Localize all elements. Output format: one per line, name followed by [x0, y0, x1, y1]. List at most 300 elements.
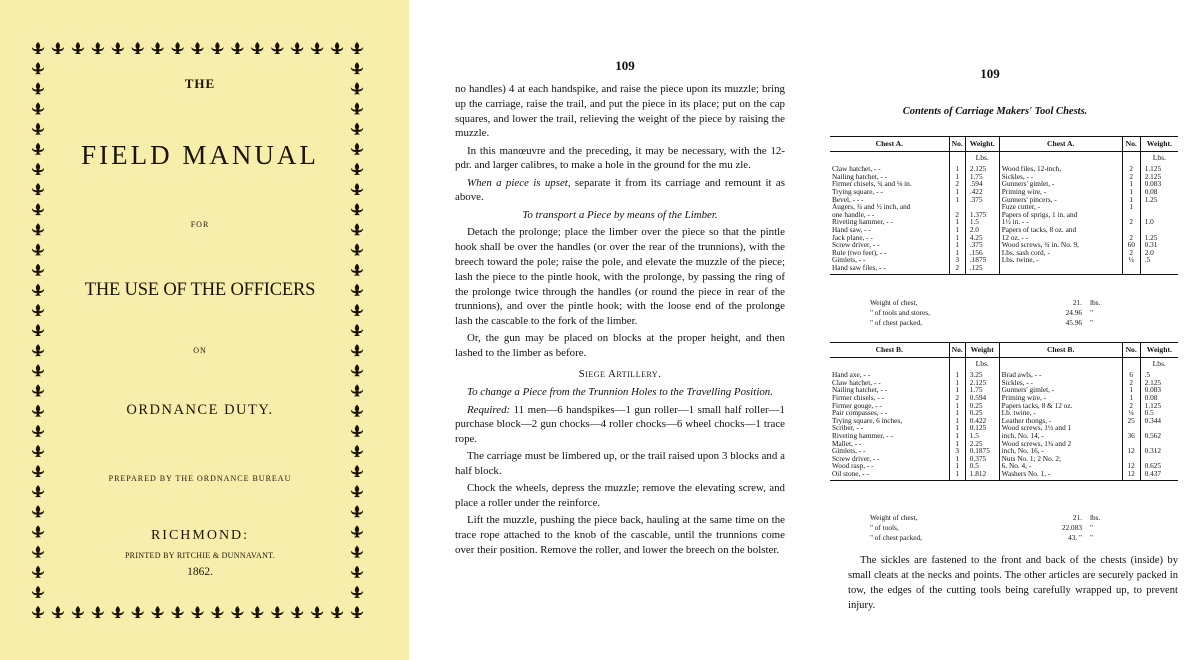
table-cell: .5	[1140, 256, 1178, 264]
fleur-de-lis-icon	[271, 606, 283, 618]
table-cell: .125	[965, 264, 999, 274]
fleur-de-lis-icon	[32, 42, 44, 54]
table-cell: 1	[949, 417, 965, 425]
table-cell: 2.125	[965, 379, 999, 387]
fleur-de-lis-icon	[92, 606, 104, 618]
table-cell: Papers of tacks, 8 oz. and	[999, 226, 1122, 234]
fleur-de-lis-icon	[132, 42, 144, 54]
page-number: 109	[980, 66, 1000, 81]
fleur-de-lis-icon	[32, 525, 44, 537]
table-cell: Gimlets, - -	[832, 255, 866, 265]
table-cell: 12	[1122, 470, 1140, 480]
page-body	[455, 82, 785, 560]
fleur-de-lis-icon	[351, 123, 363, 135]
fleur-de-lis-icon	[32, 243, 44, 255]
fleur-de-lis-icon	[231, 606, 243, 618]
table-cell: 12	[1122, 447, 1140, 455]
paragraph-text: separate it from its carriage and remount it as above.	[455, 176, 785, 204]
table-cell: Claw hatchet, - -	[832, 164, 881, 174]
table-cell: Hand saw, - -	[832, 224, 871, 234]
table-cell: 2	[1122, 402, 1140, 410]
fleur-de-lis-icon	[32, 566, 44, 578]
table-cell: 4.25	[965, 234, 999, 242]
table-cell: Claw hatchet, - -	[832, 377, 881, 387]
table-cell: 1	[949, 226, 965, 234]
table-cell: 1	[949, 196, 965, 204]
cover-title: FIELD MANUAL	[81, 140, 319, 170]
paragraph-emphasis: When a piece is upset,	[467, 176, 571, 189]
table-cell: 0.125	[965, 424, 999, 432]
table-cell: 0.083	[1140, 386, 1178, 394]
table-cell: Sickles, - -	[999, 173, 1122, 181]
table-cell: 1	[949, 241, 965, 249]
fleur-de-lis-icon	[32, 284, 44, 296]
table-cell: .422	[965, 188, 999, 196]
table-cell: inch, No. 16, -	[999, 447, 1122, 455]
table-header: No.	[1122, 137, 1140, 152]
paragraph: The carriage must be limbered up, or the trail raised upon 3 blocks and a half block.	[455, 450, 785, 478]
table-cell: 1.75	[965, 386, 999, 394]
table-cell: 1	[949, 432, 965, 440]
table-cell: 0.562	[1140, 432, 1178, 440]
table-cell: Mallet, - -	[832, 438, 862, 448]
cover-printer: PRINTED BY RITCHIE & DUNNAVANT.	[124, 551, 276, 560]
table-cell	[1140, 264, 1178, 274]
fleur-de-lis-icon	[152, 42, 164, 54]
fleur-de-lis-icon	[351, 203, 363, 215]
table-cell: Fuze cutter, -	[999, 203, 1122, 211]
table-cell: 1	[1122, 394, 1140, 402]
table-cell: 1.5	[965, 432, 999, 440]
table-units-row	[830, 151, 1178, 165]
fleur-de-lis-icon	[72, 42, 84, 54]
chest-a-weights	[868, 298, 1118, 328]
table-cell: 1	[949, 188, 965, 196]
fleur-de-lis-icon	[351, 344, 363, 356]
table-cell: 0.344	[1140, 417, 1178, 425]
fleur-de-lis-icon	[351, 324, 363, 336]
table-cell: 1.25	[1140, 234, 1178, 242]
paragraph: Lift the muzzle, pushing the piece back, hauling at the same time on the trace rope attached to the knob of the cascable, until the trunnions come over their position. Remove the roller, and lower the breech on the bolster.	[455, 514, 785, 556]
table-cell: Lbs. twine, -	[999, 256, 1122, 264]
paragraph: Chock the wheels, depress the muzzle; remove the elevating screw, and place a roller under the reinforce.	[455, 482, 785, 510]
table-cell: 1.0	[1140, 218, 1178, 226]
cover-duty: ORDNANCE DUTY.	[126, 402, 274, 418]
table-cell: .1875	[965, 256, 999, 264]
table-cell: 1	[949, 173, 965, 181]
weight-cell: 21.	[1072, 298, 1082, 307]
table-cell: 2.125	[1140, 379, 1178, 387]
fleur-de-lis-icon	[172, 42, 184, 54]
table-body	[830, 357, 1178, 480]
fleur-de-lis-icon	[351, 586, 363, 598]
weight-cell: " of tools,	[870, 523, 899, 532]
table-cell: Lbs.	[965, 357, 999, 371]
table-cell: Wood rasp, - -	[832, 461, 874, 471]
table-cell: Screw driver, - -	[832, 453, 880, 463]
table-cell	[949, 357, 965, 371]
fleur-de-lis-icon	[32, 344, 44, 356]
table-cell: Jack plane, - -	[832, 232, 873, 242]
table-cell: 6, No. 4, -	[999, 462, 1122, 470]
table-cell: Hand axe, - -	[832, 370, 871, 380]
weight-row	[868, 308, 1118, 318]
paragraph	[455, 403, 785, 447]
fleur-de-lis-icon	[351, 102, 363, 114]
fleur-de-lis-icon	[351, 264, 363, 276]
table-cell: 1	[949, 371, 965, 379]
fleur-de-lis-icon	[32, 465, 44, 477]
fleur-de-lis-icon	[351, 546, 363, 558]
table-cell: 1	[1122, 196, 1140, 204]
fleur-de-lis-icon	[331, 606, 343, 618]
fleur-de-lis-icon	[351, 445, 363, 457]
fleur-de-lis-icon	[52, 42, 64, 54]
table-cell: 2	[1122, 379, 1140, 387]
paragraph: Detach the prolonge; place the limber over the piece so that the pintle hook shall be over the handles (or over the rear of the trunnions), with the breech toward the pole; raise the pole, and elevate the muzzle of the piece; lash the piece to the pintle hook, with the prolonge, by passing the ring of the prolonge twice through the handles (or round the piece in rear of the trunnions), and over the pintle hook; with the loose end of the prolonge lash the cascable to the fork of the limber.	[455, 226, 785, 328]
fleur-de-lis-icon	[32, 384, 44, 396]
table-cell: 0.31	[1140, 241, 1178, 249]
fleur-de-lis-icon	[351, 405, 363, 417]
fleur-de-lis-icon	[351, 42, 363, 54]
table-cell: Riveting hammer, - -	[832, 217, 893, 227]
table-cell: .375	[965, 196, 999, 204]
table-cell: Scriber, - -	[832, 423, 864, 433]
fleur-de-lis-icon	[32, 364, 44, 376]
table-cell: Gunners' gimlet, -	[999, 180, 1122, 188]
table-cell: 1.25	[1140, 196, 1178, 204]
fleur-de-lis-icon	[191, 42, 203, 54]
fleur-de-lis-icon	[251, 42, 263, 54]
table-cell: 2	[1122, 165, 1140, 173]
fleur-de-lis-icon	[32, 606, 44, 618]
chest-b-weights	[868, 513, 1118, 543]
fleur-de-lis-icon	[32, 485, 44, 497]
table-cell: 25	[1122, 417, 1140, 425]
table-header: No.	[949, 343, 965, 358]
table-cell: 2.25	[965, 440, 999, 448]
fleur-de-lis-icon	[311, 606, 323, 618]
table-cell: Lbs.	[965, 151, 999, 165]
fleur-de-lis-icon	[32, 425, 44, 437]
weight-cell: lbs.	[1090, 513, 1101, 522]
weight-row	[868, 533, 1118, 543]
table-cell: ¼	[1122, 256, 1140, 264]
paragraph-emphasis: Required:	[467, 403, 511, 416]
weight-cell: " of chest packed,	[870, 318, 923, 327]
fleur-de-lis-icon	[32, 143, 44, 155]
fleur-de-lis-icon	[331, 42, 343, 54]
fleur-de-lis-icon	[112, 42, 124, 54]
table-cell	[1122, 151, 1140, 165]
fleur-de-lis-icon	[291, 606, 303, 618]
fleur-de-lis-icon	[351, 525, 363, 537]
table-header: Chest B.	[830, 343, 949, 358]
table-cell	[1122, 357, 1140, 371]
table-cell: 0.25	[965, 409, 999, 417]
table-cell: 2.125	[1140, 173, 1178, 181]
table-cell: Wood screws, ¾ in. No. 9,	[999, 241, 1122, 249]
fleur-de-lis-icon	[32, 324, 44, 336]
table-header: Weight	[965, 343, 999, 358]
fleur-de-lis-icon	[32, 203, 44, 215]
fleur-de-lis-icon	[351, 384, 363, 396]
fleur-de-lis-icon	[351, 163, 363, 175]
table-header: Chest A.	[999, 137, 1122, 152]
table-cell: Augers, ¾ and ½ inch, and	[832, 202, 911, 212]
table-cell: Wood screws, 1¾ and 2	[999, 440, 1122, 448]
weight-cell: "	[1090, 308, 1093, 317]
fleur-de-lis-icon	[351, 485, 363, 497]
table-cell: 1	[1122, 386, 1140, 394]
table-cell: 0.25	[965, 402, 999, 410]
fleur-de-lis-icon	[351, 183, 363, 195]
table-cell	[999, 264, 1122, 274]
table-cell: Firmer chisels, ¾ and ⅛ in.	[832, 179, 912, 189]
paragraph: no handles) 4 at each handspike, and raise the piece upon its muzzle; bring up the carriage, raise the trail, and put the piece in its place; put on the cap squares, and lower the trail, relieving the weight of the piece by raising the muzzle.	[455, 83, 785, 140]
table-cell: 2	[949, 264, 965, 274]
subsection-heading: To change a Piece from the Trunnion Holes to the Travelling Position.	[467, 385, 773, 398]
table-cell: Priming wire, -	[999, 188, 1122, 196]
fleur-de-lis-icon	[112, 606, 124, 618]
table-cell	[1140, 203, 1178, 211]
cover-on: ON	[193, 346, 207, 355]
fleur-de-lis-icon	[351, 143, 363, 155]
table-cell: 1	[1122, 188, 1140, 196]
fleur-de-lis-icon	[92, 42, 104, 54]
table-cell: 1	[949, 165, 965, 173]
table-cell	[999, 357, 1122, 371]
cover-subtitle: THE USE OF THE OFFICERS	[84, 280, 316, 300]
table-cell: 1	[949, 470, 965, 480]
cover-prepared-by: PREPARED BY THE ORDNANCE BUREAU	[108, 474, 292, 483]
table-cell: .156	[965, 249, 999, 257]
table-cell: 0.422	[965, 417, 999, 425]
table-header: Weight.	[1140, 137, 1178, 152]
cover-the: THE	[184, 76, 216, 91]
paragraph-text: 11 men—6 handspikes—1 gun roller—1 small half roller—1 purchase block—2 gun chocks—4 roller chocks—6 wheel chocks—1 trace rope.	[455, 403, 785, 446]
table-cell: Gimlets, - -	[832, 446, 866, 456]
table-cell: 1	[949, 249, 965, 257]
weight-cell: " of chest packed,	[870, 533, 923, 542]
table-cell: 0.437	[1140, 470, 1178, 480]
table-cell: 2.0	[1140, 249, 1178, 257]
paragraph	[455, 176, 785, 206]
fleur-de-lis-icon	[32, 123, 44, 135]
weight-cell: 21.	[1072, 513, 1082, 522]
table-cell: 36	[1122, 432, 1140, 440]
weight-row	[868, 513, 1118, 523]
fleur-de-lis-icon	[52, 606, 64, 618]
table-cell: Rule (two feet), - -	[832, 247, 887, 257]
fleur-de-lis-icon	[351, 284, 363, 296]
fleur-de-lis-icon	[172, 606, 184, 618]
weight-cell: "	[1090, 523, 1093, 532]
table-cell: Screw driver, - -	[832, 240, 880, 250]
weight-cell: "	[1090, 318, 1093, 327]
page-number: 109	[615, 58, 635, 73]
table-cell: Brad awls, - -	[999, 371, 1122, 379]
cover-year: 1862.	[187, 566, 213, 578]
table-cell: Gunners' gimlet, -	[999, 386, 1122, 394]
fleur-de-lis-icon	[311, 42, 323, 54]
table-cell	[830, 357, 949, 371]
table-cell: 0.08	[1140, 188, 1178, 196]
table-cell: 1	[949, 462, 965, 470]
weight-cell: 22.083	[1061, 523, 1082, 532]
weight-cell: 43. "	[1068, 533, 1082, 542]
table-cell: 2	[1122, 249, 1140, 257]
fleur-de-lis-icon	[32, 264, 44, 276]
fleur-de-lis-icon	[32, 505, 44, 517]
weight-cell: Weight of chest,	[870, 298, 918, 307]
paragraph: In this manœuvre and the preceding, it may be necessary, with the 12-pdr. and larger calibres, to make a hole in the ground for the mu zle.	[455, 144, 785, 172]
table-cell: one handle, - -	[832, 209, 875, 219]
table-cell: 0.08	[1140, 394, 1178, 402]
weight-cell: 24.96	[1065, 308, 1082, 317]
table-cell: 0.625	[1140, 462, 1178, 470]
fleur-de-lis-icon	[211, 606, 223, 618]
paragraph: Or, the gun may be placed on blocks at the proper height, and then lashed to the limber as before.	[455, 332, 785, 360]
table-cell: 0.083	[1140, 180, 1178, 188]
table-cell: 1	[949, 218, 965, 226]
table-cell: Wood screws, 1½ and 1	[999, 424, 1122, 432]
fleur-de-lis-icon	[251, 606, 263, 618]
fleur-de-lis-icon	[32, 445, 44, 457]
table-row	[830, 264, 1178, 274]
cover-for: FOR	[190, 220, 210, 229]
table-page	[800, 0, 1200, 660]
table-cell: .594	[965, 180, 999, 188]
fleur-de-lis-icon	[32, 62, 44, 74]
table-cell: 1	[949, 402, 965, 410]
table-cell: 1.5	[965, 218, 999, 226]
fleur-de-lis-icon	[32, 586, 44, 598]
table-cell: 1	[949, 440, 965, 448]
fleur-de-lis-icon	[351, 465, 363, 477]
table-cell: Trying square, - -	[832, 186, 883, 196]
table-cell: Lbs.	[1140, 357, 1178, 371]
table-cell: Papers of sprigs, 1 in. and	[999, 211, 1122, 219]
fleur-de-lis-icon	[32, 304, 44, 316]
table-cell: 2	[949, 211, 965, 219]
table-cell: Lbs. sash cord, -	[999, 249, 1122, 257]
table-cell: 12	[1122, 462, 1140, 470]
fleur-de-lis-icon	[351, 606, 363, 618]
cover-city: RICHMOND:	[150, 528, 250, 543]
table-cell: Lbs.	[1140, 151, 1178, 165]
table-body	[830, 151, 1178, 274]
table-cell: 2.0	[965, 226, 999, 234]
table-cell: 2	[1122, 173, 1140, 181]
table-cell: 6	[1122, 371, 1140, 379]
table-cell: Pair compasses, - -	[832, 408, 888, 418]
table-cell: 1	[949, 234, 965, 242]
book-cover	[0, 0, 409, 660]
weight-cell: "	[1090, 533, 1093, 542]
table-cell: 1	[949, 379, 965, 387]
table-row	[830, 470, 1178, 480]
table-header: Weight.	[1140, 343, 1178, 358]
table-cell: .5	[1140, 371, 1178, 379]
table-cell: 2.125	[965, 165, 999, 173]
table-cell: Leather thongs, -	[999, 417, 1122, 425]
table-cell: 1	[949, 455, 965, 463]
table-cell: 1	[949, 409, 965, 417]
table-cell: Bevel, - - -	[832, 194, 864, 204]
weight-row	[868, 298, 1118, 308]
fleur-de-lis-icon	[191, 606, 203, 618]
chest-a-table	[830, 136, 1178, 275]
table-cell: Wood files, 12-inch,	[999, 165, 1122, 173]
fleur-de-lis-icon	[351, 304, 363, 316]
section-heading: To transport a Piece by means of the Limber.	[522, 208, 718, 221]
fleur-de-lis-icon	[351, 505, 363, 517]
table-cell: 1.812	[965, 470, 999, 480]
table-cell: 0.5	[965, 462, 999, 470]
page-title: Contents of Carriage Makers' Tool Chests.	[902, 106, 1088, 117]
table-cell: Trying square, 6 inches,	[832, 415, 903, 425]
table-cell	[830, 151, 949, 165]
table-cell: 0.375	[965, 455, 999, 463]
table-cell: 2	[1122, 218, 1140, 226]
fleur-de-lis-icon	[291, 42, 303, 54]
table-units-row	[830, 357, 1178, 371]
table-cell: Washers No. 1, -	[999, 470, 1122, 480]
table-cell: .375	[965, 241, 999, 249]
section-heading-caps: Siege Artillery.	[578, 367, 662, 380]
weight-row	[868, 318, 1118, 328]
fleur-de-lis-icon	[132, 606, 144, 618]
table-cell: 2	[949, 180, 965, 188]
fleur-de-lis-icon	[32, 82, 44, 94]
weight-cell: Weight of chest,	[870, 513, 918, 522]
text-page	[410, 0, 795, 660]
table-cell: 3	[949, 256, 965, 264]
fleur-de-lis-icon	[351, 243, 363, 255]
table-cell: Nailing hatchet, - -	[832, 171, 888, 181]
fleur-de-lis-icon	[32, 102, 44, 114]
table-cell: ¼	[1122, 409, 1140, 417]
fleur-de-lis-icon	[32, 546, 44, 558]
fleur-de-lis-icon	[32, 223, 44, 235]
fleur-de-lis-icon	[231, 42, 243, 54]
table-cell	[1122, 264, 1140, 274]
table-cell	[999, 151, 1122, 165]
fleur-de-lis-icon	[351, 82, 363, 94]
weight-cell: 45.96	[1065, 318, 1082, 327]
table-header: Chest B.	[999, 343, 1122, 358]
weight-cell: lbs.	[1090, 298, 1101, 307]
table-cell: Lb. twine, -	[999, 409, 1122, 417]
fleur-de-lis-icon	[351, 364, 363, 376]
table-cell: Nailing hatchet, - -	[832, 385, 888, 395]
table-cell: Sickles, - -	[999, 379, 1122, 387]
table-cell: Hand saw files, - -	[830, 264, 949, 274]
table-cell: 1.75	[965, 173, 999, 181]
table-cell: Gunners' pincers, -	[999, 196, 1122, 204]
table-cell: Priming wire, -	[999, 394, 1122, 402]
table-cell: 12 oz. - -	[999, 234, 1122, 242]
table-cell: 0.594	[965, 394, 999, 402]
table-cell: 1	[949, 424, 965, 432]
table-cell: Riveting hammer, - -	[832, 430, 893, 440]
table-cell: Firmer chisels, - -	[832, 392, 884, 402]
fleur-de-lis-icon	[351, 223, 363, 235]
fleur-de-lis-icon	[32, 163, 44, 175]
table-cell: 1	[1122, 180, 1140, 188]
table-cell	[949, 151, 965, 165]
